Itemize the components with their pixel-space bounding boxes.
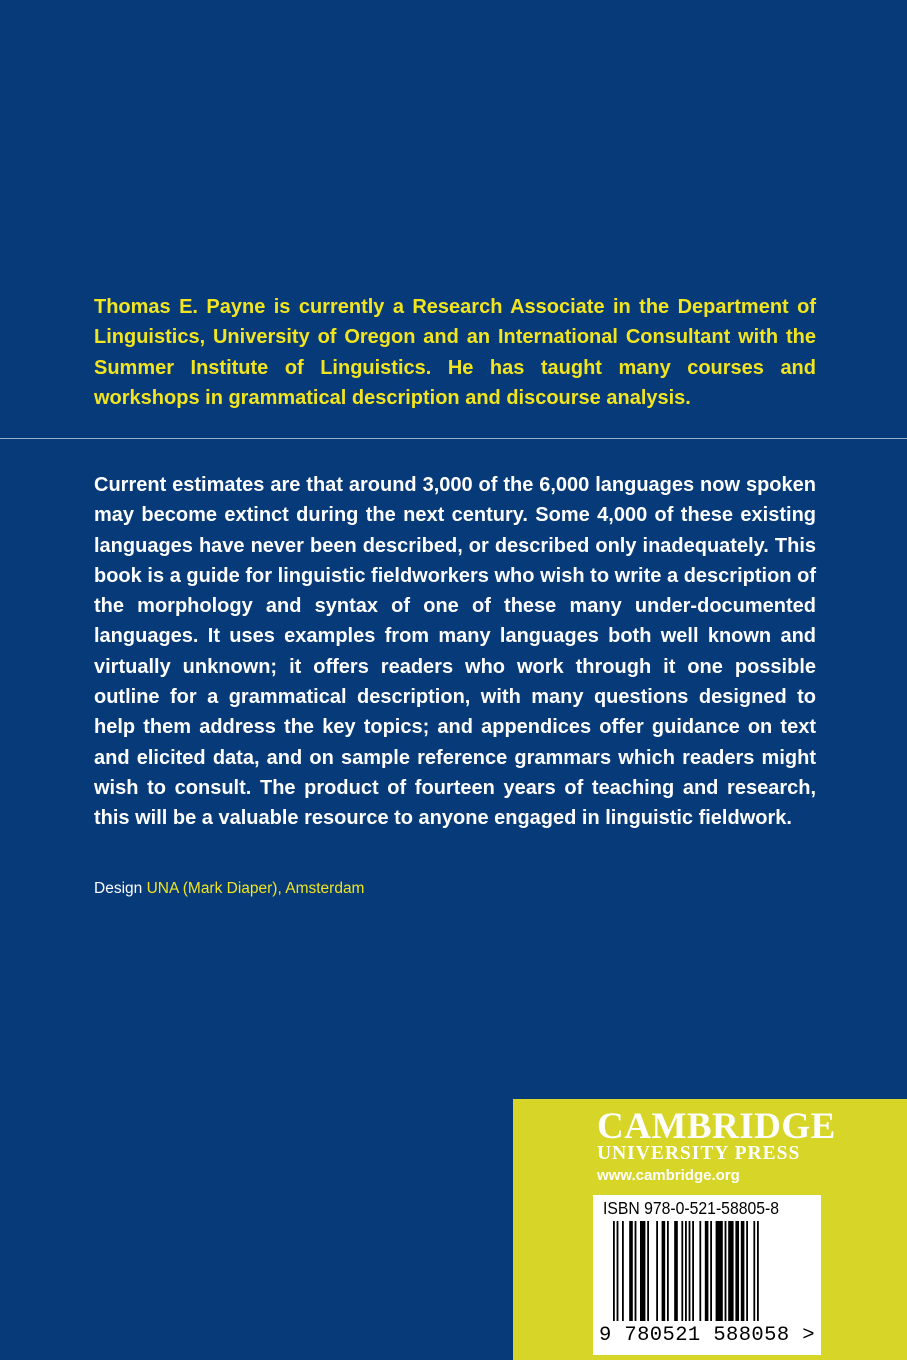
barcode-bar <box>674 1221 678 1321</box>
barcode-bar <box>753 1221 755 1321</box>
barcode-bar <box>662 1221 666 1321</box>
barcode-bar <box>699 1221 701 1321</box>
book-description: Current estimates are that around 3,000 of the 6,000 languages now spoken may become extinct during the next century. Some 4,000 of these existing languages have never been described, or described only inadequately. This book is a guide for linguistic fieldworkers who wish to write a description of the morphology and syntax of one of these many under-documented languages. It uses examples from many languages both well known and virtually unknown; it offers readers who work through it one possible outline for a grammatical description, with many questions designed to help them address the key topics; and appendices offer guidance on text and elicited data, and on sample reference grammars which readers might wish to consult. The product of fourteen years of teaching and research, this will be a valuable resource to anyone engaged in linguistic fieldwork. <box>94 474 816 830</box>
isbn-box <box>593 1195 821 1355</box>
barcode-bar <box>635 1221 637 1321</box>
barcode-bar <box>622 1221 624 1321</box>
barcode-bar <box>741 1221 745 1321</box>
barcode <box>593 1221 821 1325</box>
barcode-bar <box>667 1221 669 1321</box>
isbn-label: ISBN 978-0-521-58805-8 <box>603 1198 779 1218</box>
credit-label: Design <box>94 880 143 897</box>
barcode-bar <box>716 1221 723 1321</box>
publisher-website: www.cambridge.org <box>597 1167 740 1184</box>
barcode-bar <box>710 1221 712 1321</box>
divider <box>0 438 907 439</box>
publisher-logo-line2: UNIVERSITY PRESS <box>597 1143 801 1164</box>
barcode-bar <box>656 1221 658 1321</box>
barcode-bar <box>725 1221 727 1321</box>
barcode-bar <box>689 1221 691 1321</box>
barcode-bar <box>692 1221 694 1321</box>
barcode-bar <box>728 1221 733 1321</box>
barcode-bar <box>705 1221 709 1321</box>
barcode-digits: 9 780521 588058 > <box>599 1324 815 1347</box>
barcode-bar <box>647 1221 649 1321</box>
barcode-bar <box>757 1221 759 1321</box>
author-bio: Thomas E. Payne is currently a Research Associate in the Department of Linguistics, University of Oregon and an International Consultant with the Summer Institute of Linguistics. He has taught many courses and workshops in grammatical description and discourse analysis. <box>94 296 816 409</box>
barcode-bar <box>735 1221 739 1321</box>
barcode-bar <box>629 1221 633 1321</box>
barcode-bar <box>685 1221 687 1321</box>
barcode-bar <box>613 1221 615 1321</box>
barcode-bar <box>617 1221 619 1321</box>
credit-name: UNA (Mark Diaper), Amsterdam <box>146 880 365 897</box>
barcode-bar <box>746 1221 748 1321</box>
design-credit <box>94 880 364 898</box>
publisher-logo-line1: CAMBRIDGE <box>597 1106 836 1147</box>
barcode-bar <box>640 1221 645 1321</box>
barcode-bar <box>681 1221 683 1321</box>
publisher-box <box>513 1099 907 1360</box>
